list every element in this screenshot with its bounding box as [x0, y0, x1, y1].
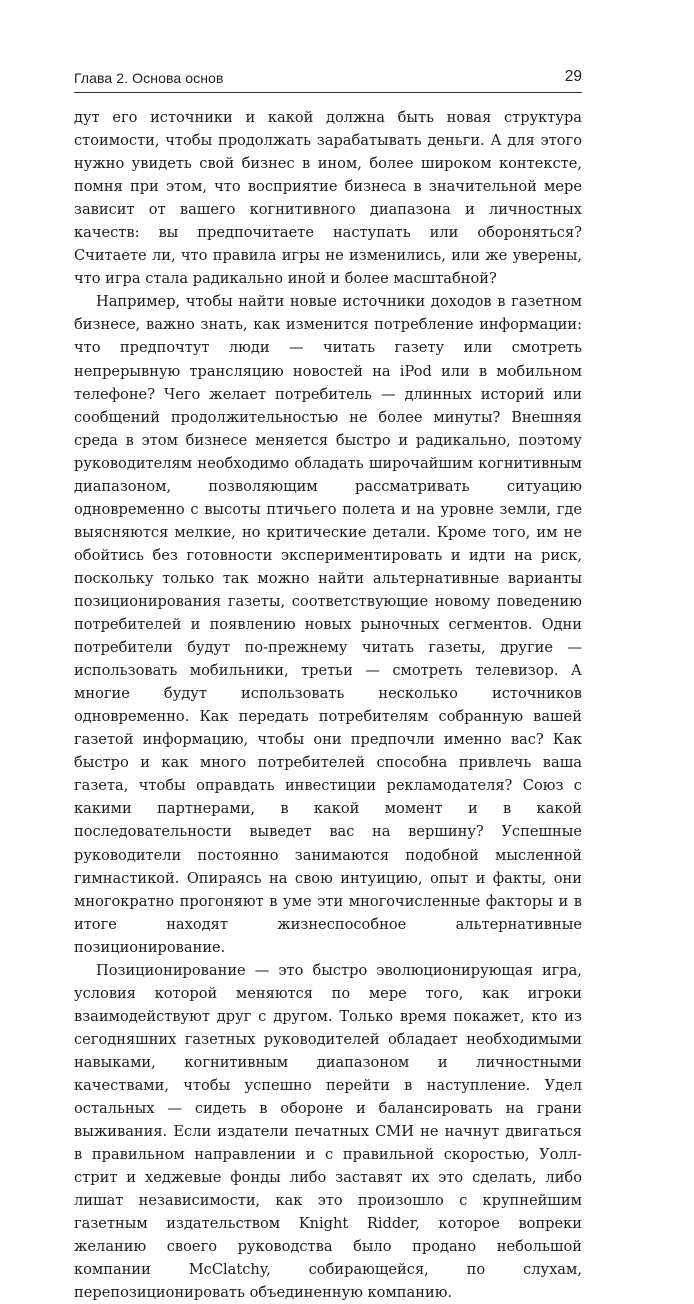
- paragraph: дут его источники и какой должна быть новая структура стоимости, чтобы продолжать зарабатывать деньги. А для этого нужно увидеть свой бизнес в ином, более широком контексте, помня при этом, что восприятие бизнеса в значительной мере зависит от вашего когнитивного диапазона и личностных качеств: вы предпочитаете наступать или обороняться? Считаете ли, что правила игры не изменились, или же уверены, что игра стала радикально иной и более масштабной?: [74, 109, 582, 288]
- book-page: [74, 0, 582, 1302]
- page-number: 29: [564, 68, 582, 85]
- header-rule: [74, 92, 582, 93]
- running-header: [74, 70, 582, 92]
- paragraph: Например, чтобы найти новые источники доходов в газетном бизнесе, важно знать, как изменится потребление информации: что предпочтут люди — читать газету или смотреть непрерывную трансляцию новостей на iPod или в мобильном телефоне? Чего желает потребитель — длинных историй или сообщений продолжительностью не более минуты? Внешняя среда в этом бизнесе меняется быстро и радикально, поэтому руководителям необходимо обладать широчайшим когнитивным диапазоном, позволяющим рассматривать ситуацию одновременно с высоты птичьего полета и на уровне земли, где выясняются мелкие, но критические детали. Кроме того, им не обойтись без готовности экспериментировать и идти на риск, поскольку только так можно найти альтернативные варианты позиционирования газеты, соответствующие новому поведению потребителей и появлению новых рыночных сегментов. Одни потребители будут по-прежнему читать газеты, другие — использовать мобильники, третьи — смотреть телевизор. А многие будут использовать несколько источников одновременно. Как передать потребителям собранную вашей газетой информацию, чтобы они предпочли именно вас? Как быстро и как много потребителей способна привлечь ваша газета, чтобы оправдать инвестиции рекламодателя? Союз с какими партнерами, в какой момент и в какой последовательности выведет вас на вершину? Успешные руководители постоянно занимаются подобной мысленной гимнастикой. Опираясь на свою интуицию, опыт и факты, они многократно прогоняют в уме эти многочисленные факторы и в итоге находят жизнеспособное альтернативные позиционирование.: [74, 293, 582, 956]
- chapter-title: Глава 2. Основа основ: [74, 70, 224, 86]
- paragraph: Позиционирование — это быстро эволюционирующая игра, условия которой меняются по мере того, как игроки взаимодействуют друг с другом. Только время покажет, кто из сегодняшних газетных руководителей обладает необходимыми навыками, когнитивным диапазоном и личностными качествами, чтобы успешно перейти в наступление. Удел остальных — сидеть в обороне и балансировать на грани выживания. Если издатели печатных СМИ не начнут двигаться в правильном направлении и с правильной скоростью, Уолл-стрит и хеджевые фонды либо заставят их это сделать, либо лишат независимости, как это произошло с крупнейшим газетным издательством Knight Ridder, которое вопреки желанию своего руководства было продано небольшой компании McClatchy, собирающейся, по слухам, перепозиционировать объединенную компанию.: [74, 961, 582, 1302]
- body-text: [74, 106, 582, 1304]
